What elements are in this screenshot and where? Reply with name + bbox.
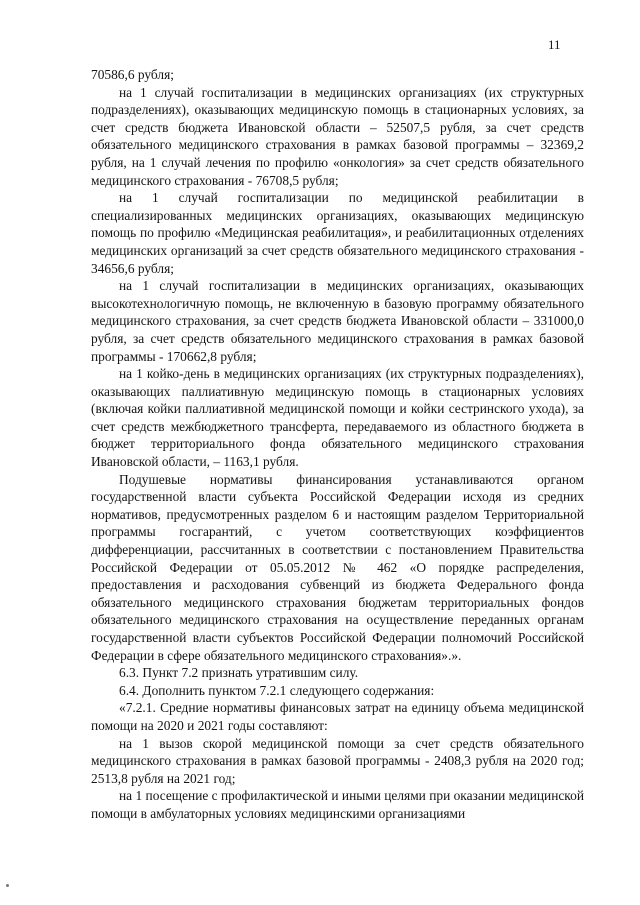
paragraph: 6.4. Дополнить пунктом 7.2.1 следующего содержания:	[119, 682, 435, 698]
paragraph: на 1 койко-день в медицинских организациях (их структурных подразделениях), оказывающих паллиативную медицинскую помощь в стационарных условиях (включая койки паллиативной медицинской помощи и койки сестринского ухода), за счет средств межбюджетного трансферта, передаваемого из областного бюджета в бюджет территориального фонда обязательного медицинского страхования Ивановской области, – 1163,1 рубля.	[91, 366, 584, 470]
page-number: 11	[548, 37, 561, 52]
paragraph: Подушевые нормативы финансирования устанавливаются органом государственной власти субъекта Российской Федерации исходя из средних нормативов, предусмотренных разделом 6 и настоящим разделом Территориальной программы госгарантий, с учетом соответствующих коэффициентов дифференциации, рассчитанных в соответствии с постановлением Правительства Российской Федерации от 05.05.2012 № 462 «О порядке распределения, предоставления и расходования субвенций из бюджета Федерального фонда обязательного медицинского страхования бюджетам территориальных фондов обязательного медицинского страхования на осуществление переданных органам государственной власти субъектов Российской Федерации полномочий Российской Федерации в сфере обязательного медицинского страхования».».	[91, 471, 584, 663]
paragraph: «7.2.1. Средние нормативы финансовых затрат на единицу объема медицинской помощи на 2020 и 2021 годы составляют:	[91, 700, 584, 733]
paragraph: на 1 случай госпитализации в медицинских организациях, оказывающих высокотехнологичную помощь, не включенную в базовую программу обязательного медицинского страхования, за счет средств бюджета Ивановской области – 331000,0 рубля, за счет средств обязательного медицинского страхования в рамках базовой программы - 170662,8 рубля;	[91, 278, 584, 364]
paragraph: на 1 случай госпитализации по медицинской реабилитации в специализированных медицинских организациях, оказывающих медицинскую помощь по профилю «Медицинская реабилитация», и реабилитационных отделениях медицинских организаций за счет средств обязательного медицинского страхования - 34656,6 рубля;	[91, 190, 584, 276]
paragraph: на 1 вызов скорой медицинской помощи за счет средств обязательного медицинского страхования в рамках базовой программы - 2408,3 рубля на 2020 год; 2513,8 рубля на 2021 год;	[91, 735, 584, 786]
scan-mark	[6, 884, 9, 887]
document-body	[91, 66, 584, 823]
paragraph: 70586,6 рубля;	[91, 67, 174, 82]
paragraph: на 1 случай госпитализации в медицинских организациях (их структурных подразделениях), оказывающих медицинскую помощь в стационарных условиях, за счет средств бюджета Ивановской области – 52507,5 рубля, за счет средств обязательного медицинского страхования в рамках базовой программы – 32369,2 рубля, на 1 случай лечения по профилю «онкология» за счет средств обязательного медицинского страхования - 76708,5 рубля;	[91, 84, 584, 188]
paragraph: на 1 посещение с профилактической и иными целями при оказании медицинской помощи в амбулаторных условиях медицинскими организациями	[91, 788, 584, 821]
paragraph: 6.3. Пункт 7.2 признать утратившим силу.	[119, 665, 359, 681]
